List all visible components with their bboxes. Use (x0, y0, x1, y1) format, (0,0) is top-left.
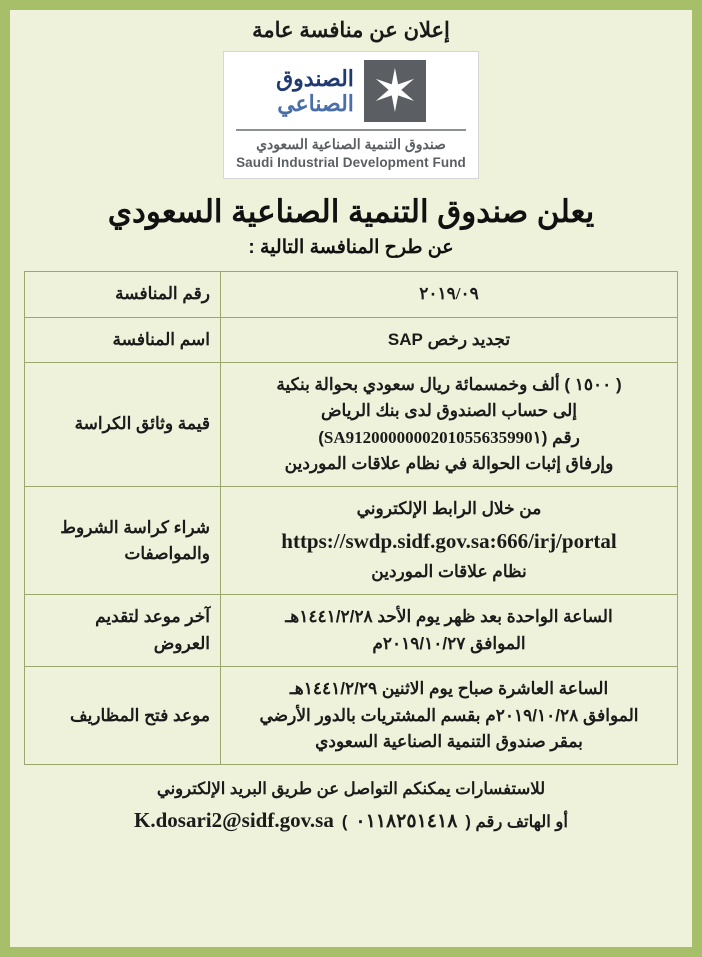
documents-fee-line2: إلى حساب الصندوق لدى بنك الرياض (321, 401, 577, 421)
tender-number-value: ٢٠١٩/٠٩ (221, 272, 678, 317)
table-row (25, 272, 678, 317)
table-row (25, 362, 678, 486)
purchase-docs-line3: نظام علاقات الموردين (371, 562, 527, 582)
table-row (25, 317, 678, 362)
submission-deadline-label: آخر موعد لتقديم العروض (25, 595, 221, 667)
logo-divider (236, 129, 466, 131)
logo-name-line1: الصندوق (276, 65, 354, 91)
purchase-docs-label: شراء كراسة الشروط والمواصفات (25, 487, 221, 595)
purchase-docs-line1: من خلال الرابط الإلكتروني (356, 499, 542, 519)
opening-date-line3: بمقر صندوق التنمية الصناعية السعودي (315, 731, 583, 751)
table-row (25, 595, 678, 667)
page-title: يعلن صندوق التنمية الصناعية السعودي (107, 194, 595, 229)
logo-container (24, 51, 678, 179)
documents-fee-line3 (231, 425, 667, 451)
documents-fee-line4: وإرفاق إثبات الحوالة في نظام علاقات الموردين (284, 453, 614, 473)
logo-arabic-name (276, 66, 354, 117)
footer-line2 (24, 803, 678, 839)
tender-details-table (24, 271, 678, 765)
documents-fee-line1: ( ١٥٠٠ ) ألف وخمسمائة ريال سعودي بحوالة بنكية (276, 374, 622, 394)
star-burst-icon (364, 57, 426, 125)
announcement-inner (10, 10, 692, 947)
portal-url-link[interactable]: https://swdp.sidf.gov.sa:666/irj/portal (281, 528, 617, 553)
opening-date-line2: الموافق ٢٠١٩/١٠/٢٨م بقسم المشتريات بالدور الأرضي (259, 705, 639, 725)
iban-number: SA9120000000201055635990 (323, 427, 533, 447)
page-headline: إعلان عن منافسة عامة (252, 19, 450, 42)
submission-deadline-line2: الموافق ٢٠١٩/١٠/٢٧م (372, 633, 526, 653)
footer-contact (24, 775, 678, 839)
table-row (25, 487, 678, 595)
opening-date-line1: الساعة العاشرة صباح يوم الاثنين ١٤٤١/٢/٢٩هـ (289, 679, 609, 699)
logo-name-line2: الصناعي (277, 91, 354, 116)
logo-top-row (234, 57, 468, 125)
submission-deadline-value (221, 595, 678, 667)
tender-number-label: رقم المنافسة (25, 272, 221, 317)
footer-line1: للاستفسارات يمكنكم التواصل عن طريق البريد الإلكتروني (156, 780, 546, 799)
iban-suffix: ١) (318, 427, 542, 447)
opening-date-label: موعد فتح المظاريف (25, 667, 221, 765)
logo-subtitle-arabic: صندوق التنمية الصناعية السعودي (256, 136, 446, 152)
documents-fee-label: قيمة وثائق الكراسة (25, 362, 221, 486)
iban-prefix: رقم ( (541, 427, 580, 447)
submission-deadline-line1: الساعة الواحدة بعد ظهر يوم الأحد ١٤٤١/٢/٢٨هـ (285, 607, 613, 627)
table-row (25, 667, 678, 765)
phone-label: أو الهاتف رقم ( (465, 813, 568, 832)
purchase-docs-value (221, 487, 678, 595)
phone-number: ٠١١٨٢٥١٤١٨ (355, 811, 458, 833)
page-subtitle: عن طرح المنافسة التالية : (248, 237, 454, 259)
contact-email-link[interactable]: K.dosari2@sidf.gov.sa (134, 808, 334, 833)
documents-fee-value (221, 362, 678, 486)
phone-close: ) (341, 813, 348, 832)
sidf-logo (223, 51, 479, 179)
tender-name-value: تجديد رخص SAP (221, 317, 678, 362)
tender-name-label: اسم المنافسة (25, 317, 221, 362)
logo-subtitle-english: Saudi Industrial Development Fund (236, 155, 466, 170)
star-glyph: ✶ (370, 57, 420, 125)
opening-date-value (221, 667, 678, 765)
